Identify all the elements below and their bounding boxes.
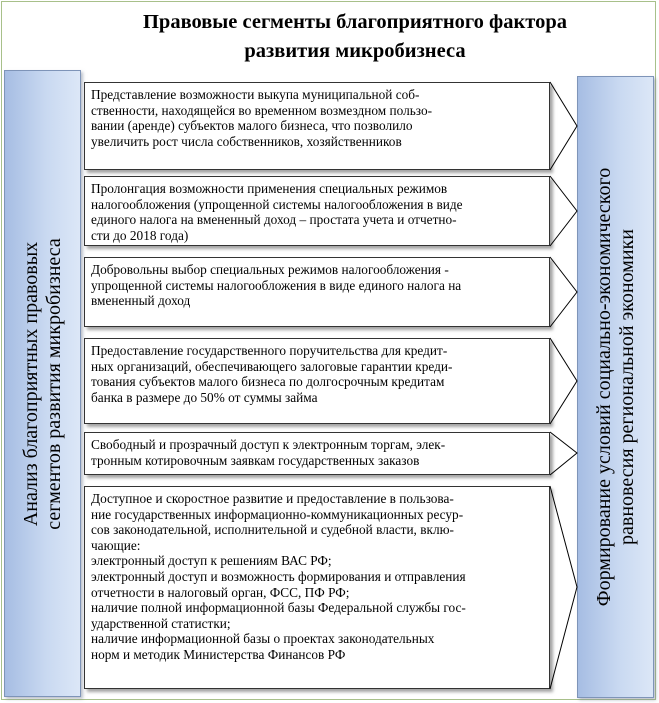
segment-text-line: вании (аренде) субъектов малого бизнеса, что позволило [91,118,413,134]
segment-text-line: Представление возможности выкупа муниципальной соб- [91,87,420,102]
segment-text-line: сов законодательной, исполнительной и судебной власти, вклю- [91,522,454,538]
segment-text-line: Свободный и прозрачный доступ к электронным торгам, элек- [91,437,446,452]
segment-text-line: налогообложения (упрощенной системы налогообложения в виде [91,196,463,212]
segment-text-line: наличие полной информационной базы Федеральной службы гос- [91,600,466,616]
segment-text-line: ние государственных информационно-коммуникационных ресур- [91,506,464,522]
title-line-1: Правовые сегменты благоприятного фактора [142,11,568,33]
segment-box [84,486,550,689]
segment-text-line: Пролонгация возможности применения специальных режимов [91,181,448,196]
segment-box [84,257,550,327]
left-panel-line-1: Анализ благоприятных правовых [19,241,42,526]
left-panel-text [20,238,66,530]
segment-text-line: Предоставление государственного поручительства для кредит- [91,343,448,358]
segment-text-line: ственности, находящейся во временном возмездном пользо- [91,102,433,118]
segment-text-line: тронным котировочным заявкам государственных заказов [91,452,420,468]
segment-text-line: тования субъектов малого бизнеса по долгосрочным кредитам [91,374,445,390]
segment-text-line: норм и методик Министерства Финансов РФ [91,646,346,662]
right-panel-text [593,168,639,606]
right-outcome-panel [577,76,654,698]
segment-box [84,176,550,246]
right-panel-line-1: Формирование условий социально-экономического [592,167,615,607]
left-analysis-panel [4,70,81,697]
right-panel-line-2: равновесия региональной экономики [615,229,638,545]
segment-text-line: чающие: [91,537,141,553]
diagram-title [60,8,650,66]
segment-text-line: ных организаций, обеспечивающего залоговые гарантии креди- [91,358,453,374]
segment-text-line: сти до 2018 года) [91,227,189,243]
segment-text-line: отчетности в налоговый орган, ФСС, ПФ РФ; [91,584,350,600]
segment-box [84,82,550,170]
segment-text-line: электронный доступ к решениям ВАС РФ; [91,553,332,569]
segment-text-line: Добровольны выбор специальных режимов налогообложения - [91,262,449,277]
segment-box [84,338,550,424]
segment-text-line: увеличить рост числа собственников, хозяйственников [91,133,402,149]
segment-text-line: единого налога на вмененный доход – простата учета и отчетно- [91,212,457,228]
segment-text-line: электронный доступ и возможность формирования и отправления [91,568,466,584]
segment-text-line: банка в размере до 50% от суммы займа [91,389,318,405]
segment-text-line: вмененный доход [91,293,191,309]
title-line-2: развития микробизнеса [244,40,466,62]
segment-text-line: упрощенной системы налогообложения в виде единого налога на [91,277,462,293]
left-panel-line-2: сегментов развития микробизнеса [42,237,65,530]
segment-text-line: наличие информационной базы о проектах законодательных [91,631,435,647]
segment-box [84,432,550,475]
segment-text-line: ударственной статистки; [91,615,231,631]
segment-text-line: Доступное и скоростное развитие и предоставление в пользова- [91,491,454,506]
